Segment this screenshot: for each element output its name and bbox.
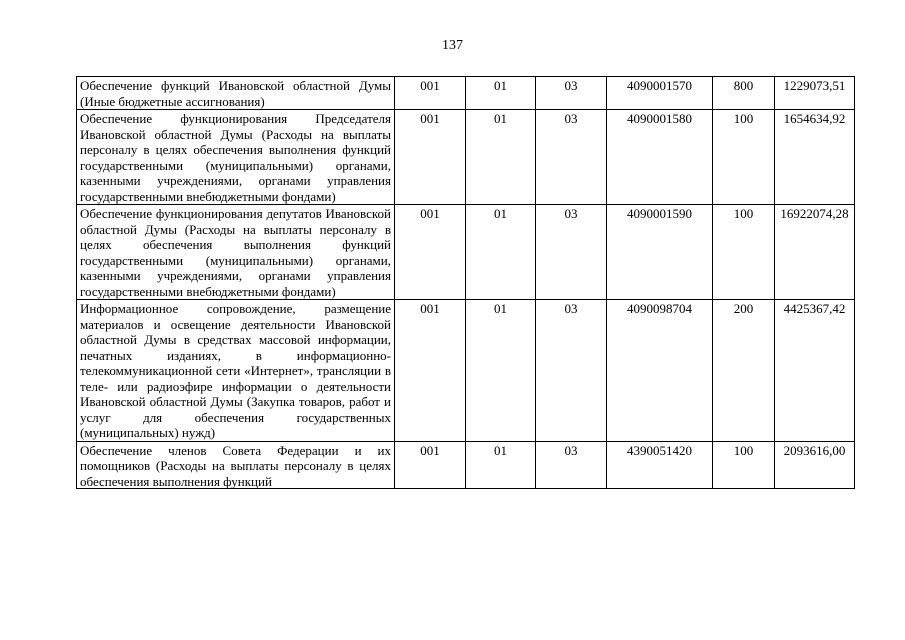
col-code-3: 03 (536, 300, 607, 442)
row-description (77, 441, 395, 488)
table-row (77, 110, 855, 205)
row-description: Обеспечение функционирования депутатов Ивановской областной Думы (Расходы на выплаты персоналу в целях обеспечения выполнения функций государственными (муниципальными) органами, казенными учреждениями, органами управления государственными внебюджетными фондами) (77, 205, 395, 300)
col-code-3: 03 (536, 441, 607, 488)
col-target-code: 4090098704 (607, 300, 713, 442)
table-row (77, 300, 855, 442)
col-target-code: 4090001590 (607, 205, 713, 300)
col-expense-type: 800 (713, 77, 775, 110)
col-code-2: 01 (466, 77, 536, 110)
col-code-1: 001 (395, 441, 466, 488)
page-number: 137 (442, 38, 463, 53)
col-code-2: 01 (466, 205, 536, 300)
col-amount: 1229073,51 (775, 77, 855, 110)
col-amount: 2093616,00 (775, 441, 855, 488)
row-description: Информационное сопровождение, размещение материалов и освещение деятельности Ивановской областной Думы в средствах массовой информации, печатных изданиях, в информационно-телекоммуникационной сети «Интернет», трансляции в теле- или радиоэфире информации о деятельности Ивановской областной Думы (Закупка товаров, работ и услуг для обеспечения государственных (муниципальных) нужд) (77, 300, 395, 442)
row-description-text: Обеспечение членов Совета Федерации и их помощников (Расходы на выплаты персоналу в целях обеспечения выполнения функций (80, 442, 391, 488)
col-code-1: 001 (395, 110, 466, 205)
col-amount: 4425367,42 (775, 300, 855, 442)
budget-table (76, 76, 855, 489)
col-expense-type: 200 (713, 300, 775, 442)
col-amount: 16922074,28 (775, 205, 855, 300)
col-code-3: 03 (536, 205, 607, 300)
table-row (77, 205, 855, 300)
col-target-code: 4090001580 (607, 110, 713, 205)
row-description: Обеспечение функционирования Председателя Ивановской областной Думы (Расходы на выплаты персоналу в целях обеспечения выполнения функций государственными (муниципальными) органами, казенными учреждениями, органами управления государственными внебюджетными фондами) (77, 110, 395, 205)
row-description: Обеспечение функций Ивановской областной Думы (Иные бюджетные ассигнования) (77, 77, 395, 110)
col-target-code: 4390051420 (607, 441, 713, 488)
col-code-2: 01 (466, 300, 536, 442)
col-expense-type: 100 (713, 205, 775, 300)
table-row (77, 441, 855, 488)
col-code-2: 01 (466, 441, 536, 488)
col-expense-type: 100 (713, 110, 775, 205)
col-expense-type: 100 (713, 441, 775, 488)
col-target-code: 4090001570 (607, 77, 713, 110)
col-code-3: 03 (536, 110, 607, 205)
col-code-3: 03 (536, 77, 607, 110)
col-code-1: 001 (395, 77, 466, 110)
col-code-1: 001 (395, 205, 466, 300)
col-code-1: 001 (395, 300, 466, 442)
table-row (77, 77, 855, 110)
col-code-2: 01 (466, 110, 536, 205)
col-amount: 1654634,92 (775, 110, 855, 205)
